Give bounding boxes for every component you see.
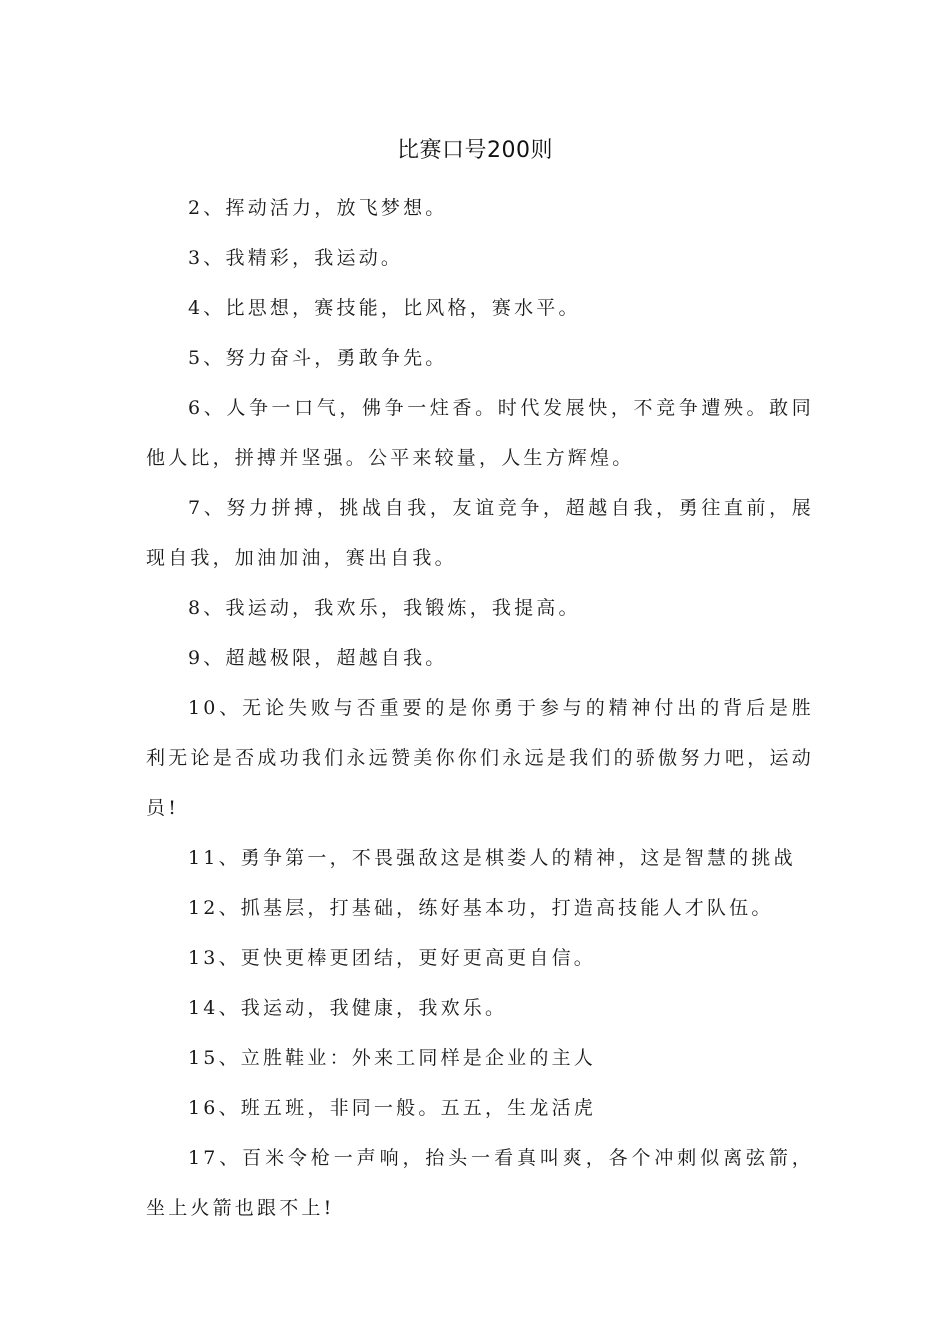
- slogan-paragraph: 2、挥动活力，放飞梦想。: [188, 197, 448, 219]
- slogan-paragraph: 15、立胜鞋业：外来工同样是企业的主人: [188, 1047, 596, 1069]
- slogan-paragraph: 16、班五班，非同一般。五五，生龙活虎: [188, 1097, 596, 1119]
- slogan-paragraph: 4、比思想，赛技能，比风格，赛水平。: [188, 297, 581, 319]
- slogan-paragraph: 14、我运动，我健康，我欢乐。: [188, 997, 508, 1019]
- slogan-paragraph: 3、我精彩，我运动。: [188, 247, 404, 269]
- slogan-paragraph: 8、我运动，我欢乐，我锻炼，我提高。: [188, 597, 581, 619]
- slogan-paragraph: 5、努力奋斗，勇敢争先。: [188, 347, 448, 369]
- document-title: 比赛口号200则: [397, 138, 553, 163]
- slogan-paragraph: 9、超越极限，超越自我。: [188, 647, 448, 669]
- slogan-paragraph: 6、人争一口气，佛争一炷香。时代发展快，不竞争遭殃。敢同他人比，拼搏并坚强。公平来较量，人生方辉煌。: [146, 397, 814, 469]
- slogan-paragraph: 17、百米令枪一声响，抬头一看真叫爽，各个冲刺似离弦箭，坐上火箭也跟不上!: [146, 1147, 814, 1219]
- slogan-paragraph: 7、努力拼搏，挑战自我，友谊竞争，超越自我，勇往直前，展现自我，加油加油，赛出自我。: [146, 497, 814, 569]
- document-body: [146, 183, 814, 1233]
- slogan-paragraph: 12、抓基层，打基础，练好基本功，打造高技能人才队伍。: [188, 897, 774, 919]
- slogan-paragraph: 13、更快更棒更团结，更好更高更自信。: [188, 947, 596, 969]
- slogan-paragraph: 11、勇争第一，不畏强敌这是棋娄人的精神，这是智慧的挑战: [188, 847, 796, 869]
- slogan-paragraph: 10、无论失败与否重要的是你勇于参与的精神付出的背后是胜利无论是否成功我们永远赞美你你们永远是我们的骄傲努力吧，运动员!: [146, 697, 814, 819]
